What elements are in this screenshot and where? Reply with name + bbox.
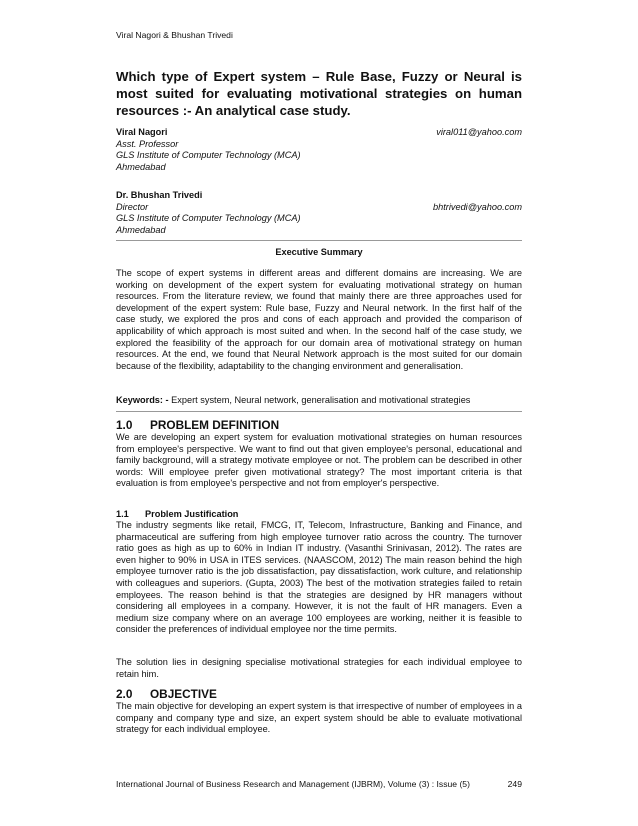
page-number: 249 (507, 779, 522, 789)
keywords-text: Expert system, Neural network, generalisation and motivational strategies (168, 395, 471, 405)
section-number: 1.0 (116, 418, 133, 432)
author-block-1 (116, 127, 522, 173)
page-footer (116, 779, 522, 789)
section-heading-1 (116, 418, 279, 432)
author-email: bhtrivedi@yahoo.com (433, 201, 522, 212)
section-number: 2.0 (116, 687, 133, 701)
author-city: Ahmedabad (116, 161, 166, 172)
author-name: Dr. Bhushan Trivedi (116, 190, 203, 200)
author-institute: GLS Institute of Computer Technology (MCA) (116, 213, 301, 223)
section-number: 1.1 (116, 509, 129, 519)
author-institute: GLS Institute of Computer Technology (MCA) (116, 150, 301, 160)
section-1-1-text-2: The solution lies in designing specialise motivational strategies for each individual employee to retain him. (116, 657, 522, 679)
author-city: Ahmedabad (116, 224, 166, 235)
executive-summary-heading: Executive Summary (275, 247, 363, 257)
section-heading-1-1 (116, 509, 238, 519)
author-email: viral011@yahoo.com (436, 127, 522, 137)
section-1-text: We are developing an expert system for evaluation motivational strategies on human resources from employee's perspective. We want to find out that given employee's personal, educational and family background, will a strategy motivate employee or not. The problem can be described in other words: Will employee prefer given motivational strategy? The most important criteria is that evaluation is from employee's perspective and not from employer's perspective. (116, 432, 522, 489)
author-name: Viral Nagori (116, 127, 168, 137)
section-title: PROBLEM DEFINITION (150, 418, 280, 432)
section-heading-2 (116, 687, 217, 701)
section-title: Problem Justification (145, 509, 239, 519)
running-head: Viral Nagori & Bhushan Trivedi (116, 30, 233, 40)
author-position: Asst. Professor (116, 138, 179, 149)
author-position: Director (116, 201, 149, 212)
keywords (116, 395, 522, 407)
divider (116, 411, 522, 412)
section-2-text: The main objective for developing an expert system is that irrespective of number of employees in a company and company type and size, an expert system should be able to evaluate motivational strategy for each individual employee. (116, 701, 522, 735)
executive-summary-text: The scope of expert systems in different areas and different domains are increasing. We are working on development of the expert system for evaluating motivational strategy on human resources. From the literature review, we found that mainly there are three approaches used for development of the expert system: Rule base, Fuzzy and Neural network. In the first half of the case study, we explored the pros and cons of each approach and provided the comparison of applicability of which approach is most suited and when. In the second half of the case study, we explored the feasibility of the approach for our domain area of motivational strategy on human resources. At the end, we found that Neural Network approach is the most suited for our domain because of the flexibility, adaptability to the changing environment and generalisation. (116, 268, 522, 371)
divider (116, 240, 522, 241)
paper-title: Which type of Expert system – Rule Base, Fuzzy or Neural is most suited for evaluating motivational strategies on human resources :- An analytical case study. (116, 69, 522, 118)
author-block-2 (116, 190, 522, 236)
keywords-label: Keywords: - (116, 395, 169, 405)
section-title: OBJECTIVE (150, 687, 217, 701)
section-1-1-text: The industry segments like retail, FMCG, IT, Telecom, Infrastructure, Banking and Finance, and pharmaceutical are suffering from high employee turnover ratio across the country. The turnover ratio goes as high as up to 60% in Indian IT industry. (Vasanthi Srinivasan, 2012). The rates are even higher to 90% in USA in ITES services. (NAASCOM, 2012) The main reason behind the high employee turnover ratio is the job dissatisfaction, pay dissatisfaction, work culture, and relationship with colleagues and superiors. (Gupta, 2003) The best of the motivation strategies failed to retain employees. The reason behind is that the strategies are designed by HR managers without considering all employees in a company. However, it is not the fault of HR managers. Even a medium size company where on an average 100 employees are working, neither it is feasible to consider the preferences of individual employee nor the time permits. (116, 520, 522, 635)
journal-citation: International Journal of Business Research and Management (IJBRM), Volume (3) : Issue (5) (116, 779, 470, 789)
